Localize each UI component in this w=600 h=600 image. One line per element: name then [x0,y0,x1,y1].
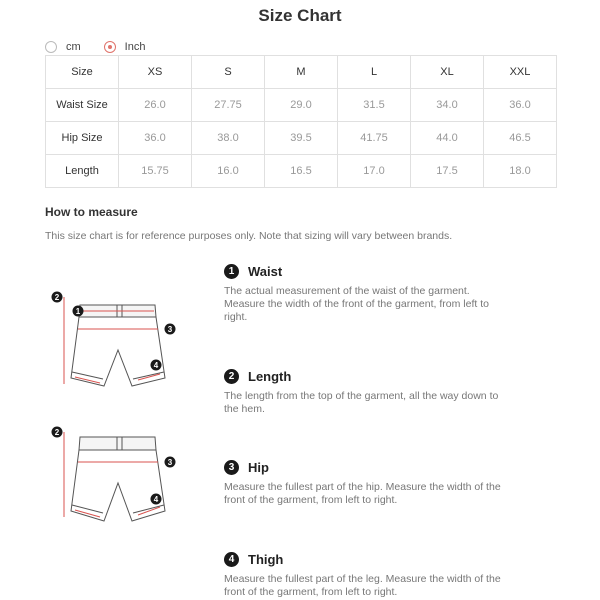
header-cell: S [192,56,265,89]
marker-4 [151,360,162,371]
marker-1 [73,306,84,317]
row-label: Hip Size [46,122,119,155]
table-cell: 29.0 [265,89,338,122]
size-table [45,55,557,188]
measure-item-description: Measure the fullest part of the leg. Measure the width of the front of the garment, from left to right. [224,573,501,598]
header-cell: L [338,56,411,89]
measure-item-length [224,368,524,416]
measure-item-hip [224,459,524,507]
table-cell: 15.75 [119,155,192,188]
marker-3 [165,324,176,335]
radio-inch[interactable] [104,41,116,53]
measure-item-title: Thigh [248,551,284,567]
measure-item-title: Length [248,368,292,384]
measure-item-waist [224,263,524,324]
shorts-outline-icon [71,437,165,521]
table-row [46,89,557,122]
marker-3 [165,457,176,468]
table-cell: 41.75 [338,122,411,155]
radio-cm-label[interactable]: cm [66,41,81,53]
svg-text:3: 3 [167,458,173,467]
svg-text:2: 2 [54,428,60,437]
number-1-icon: 1 [224,264,239,279]
measure-item-title: Waist [248,263,283,279]
svg-text:2: 2 [54,293,60,302]
shorts-diagram-back [50,425,190,535]
table-cell: 44.0 [411,122,484,155]
header-cell: XL [411,56,484,89]
table-cell: 38.0 [192,122,265,155]
table-header-row [46,56,557,89]
table-cell: 26.0 [119,89,192,122]
svg-text:1: 1 [75,307,81,316]
table-cell: 16.0 [192,155,265,188]
table-cell: 16.5 [265,155,338,188]
measure-item-thigh [224,551,524,599]
svg-text:4: 4 [153,495,159,504]
marker-2 [52,292,63,303]
table-cell: 27.75 [192,89,265,122]
page-title: Size Chart [258,6,342,25]
table-cell: 39.5 [265,122,338,155]
shorts-outline-icon [71,305,165,386]
table-cell: 36.0 [119,122,192,155]
table-cell: 36.0 [484,89,557,122]
svg-text:4: 4 [153,361,159,370]
table-cell: 31.5 [338,89,411,122]
number-2-icon: 2 [224,369,239,384]
measure-item-description: The length from the top of the garment, all the way down to the hem. [224,390,499,415]
marker-2 [52,427,63,438]
number-4-icon: 4 [224,552,239,567]
table-row [46,122,557,155]
table-row [46,155,557,188]
radio-inch-label[interactable]: Inch [124,41,146,53]
row-label: Waist Size [46,89,119,122]
row-label: Length [46,155,119,188]
table-cell: 18.0 [484,155,557,188]
radio-cm[interactable] [45,41,57,53]
number-3-icon: 3 [224,460,239,475]
measure-item-description: The actual measurement of the waist of the garment. Measure the width of the front of the garment, from left to right. [224,285,489,323]
measure-item-description: Measure the fullest part of the hip. Measure the width of the front of the garment, from left to right. [224,481,501,506]
table-cell: 34.0 [411,89,484,122]
svg-text:3: 3 [167,325,173,334]
table-cell: 17.5 [411,155,484,188]
header-cell: XS [119,56,192,89]
how-to-measure-title: How to measure [45,205,138,219]
unit-selector [45,39,168,55]
shorts-diagram-front [50,290,190,400]
measure-item-title: Hip [248,459,269,475]
how-to-measure-note: This size chart is for reference purposes only. Note that sizing will vary between brands. [45,230,453,242]
header-cell: XXL [484,56,557,89]
header-cell: Size [46,56,119,89]
table-cell: 46.5 [484,122,557,155]
table-cell: 17.0 [338,155,411,188]
marker-4 [151,494,162,505]
header-cell: M [265,56,338,89]
